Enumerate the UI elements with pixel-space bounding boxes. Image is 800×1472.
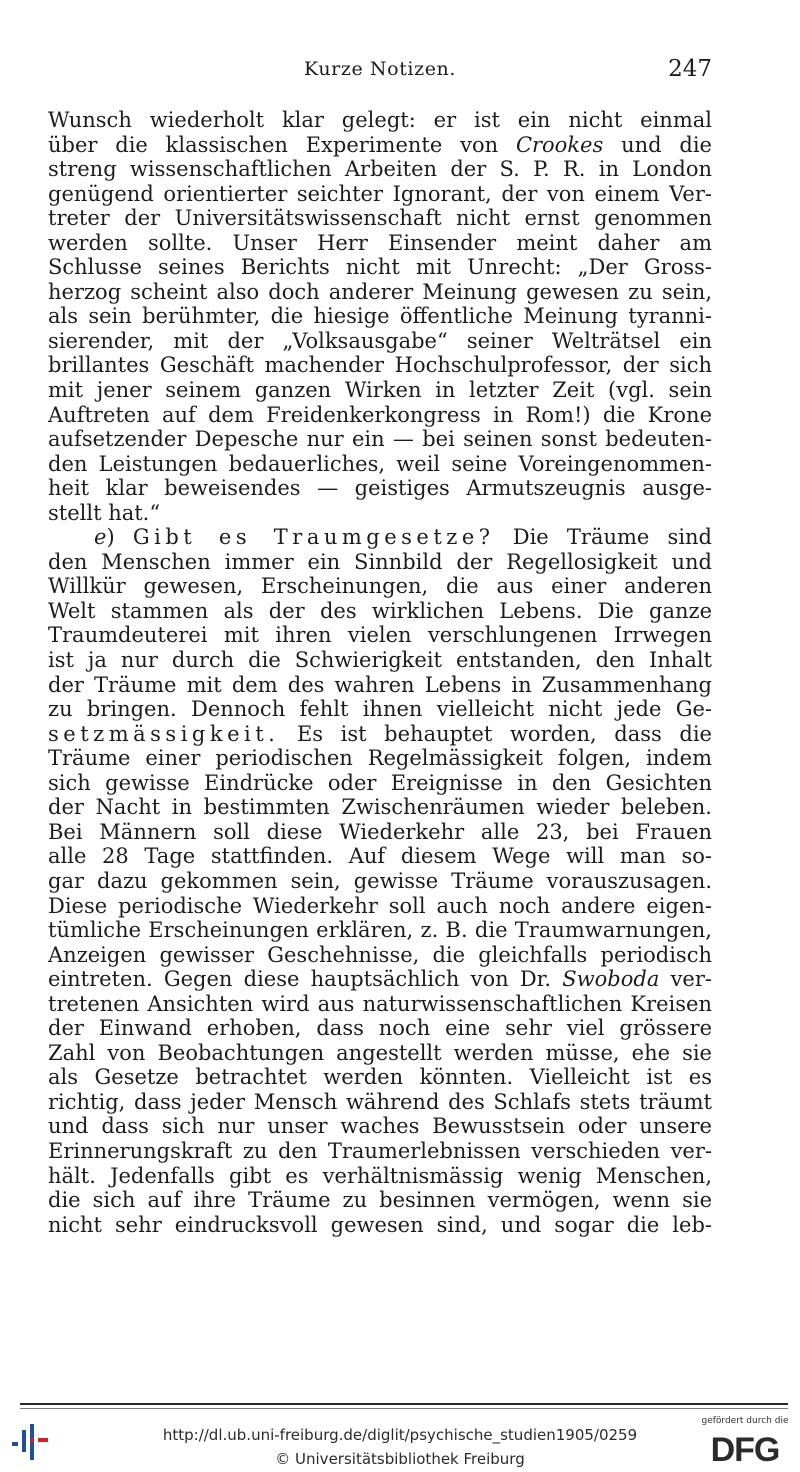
text-line: Auftreten auf dem Freidenkerkongress in Rom!) die Krone	[48, 402, 712, 427]
text-line: Willkür gewesen, Erscheinungen, die aus einer anderen	[48, 574, 712, 599]
footer-divider	[20, 1403, 788, 1405]
text-line: als Gesetze betrachtet werden könnten. Vielleicht ist es	[48, 1065, 712, 1090]
text-line: streng wissenschaftlichen Arbeiten der S. P. R. in London	[48, 157, 712, 182]
running-head: Kurze Notizen.	[303, 58, 457, 80]
text-line: setzmässigkeit. Es ist behauptet worden, dass die	[48, 721, 712, 746]
text-line: Anzeigen gewisser Geschehnisse, die gleichfalls periodisch	[48, 942, 712, 967]
text-line: der Einwand erhoben, dass noch eine sehr viel grössere	[48, 1016, 712, 1041]
text-line: die sich auf ihre Träume zu besinnen vermögen, wenn sie	[48, 1188, 712, 1213]
spaced-emphasis: Gibt es Traumgesetze?	[132, 525, 495, 550]
text-line: heit klar beweisendes — geistiges Armutszeugnis ausge-	[48, 476, 712, 501]
text-line: den Menschen immer ein Sinnbild der Regellosigkeit und	[48, 549, 712, 574]
text-line: der Träume mit dem des wahren Lebens in Zusammenhang	[48, 672, 712, 697]
page-number: 247	[668, 56, 712, 82]
text-line: treter der Universitätswissenschaft nicht ernst genommen	[48, 206, 712, 231]
text-line: Wunsch wiederholt klar gelegt: er ist ein nicht einmal	[48, 108, 712, 132]
footer-divider-thin	[20, 1408, 788, 1409]
italic-name: Swoboda	[562, 967, 660, 992]
text-line: sich gewisse Eindrücke oder Ereignisse in den Gesichten	[48, 770, 712, 795]
source-url-link[interactable]: http://dl.ub.uni-freiburg.de/diglit/psychische_studien1905/0259	[162, 1426, 638, 1444]
copyright-text: © Universitätsbibliothek Freiburg	[275, 1450, 525, 1468]
text-line: zu bringen. Dennoch fehlt ihnen vielleicht nicht jede Ge-	[48, 697, 712, 722]
text-line: als sein berühmter, die hiesige öffentliche Meinung tyranni-	[48, 304, 712, 329]
text-line: hält. Jedenfalls gibt es verhältnismässig wenig Menschen,	[48, 1163, 712, 1188]
text-line: richtig, dass jeder Mensch während des Schlafs stets träumt	[48, 1089, 712, 1114]
italic-name: Crookes	[515, 132, 604, 157]
text-line: ist ja nur durch die Schwierigkeit entstanden, den Inhalt	[48, 648, 712, 673]
text-line: eintreten. Gegen diese hauptsächlich von Dr. Swoboda ver-	[48, 967, 712, 992]
body-text	[48, 108, 712, 1237]
text-line: Erinnerungskraft zu den Traumerlebnissen verschieden ver-	[48, 1138, 712, 1163]
text-line: werden sollte. Unser Herr Einsender meint daher am	[48, 230, 712, 255]
text-line: nicht sehr eindrucksvoll gewesen sind, und sogar die leb-	[48, 1212, 712, 1237]
footer-bar	[0, 1412, 800, 1472]
text-line: aufsetzender Depesche nur ein — bei seinen sonst bedeuten-	[48, 427, 712, 452]
text-line: Welt stammen als der des wirklichen Lebens. Die ganze	[48, 598, 712, 623]
text-line: den Leistungen bedauerliches, weil seine Voreingenommen-	[48, 451, 712, 476]
text-line: und dass sich nur unser waches Bewusstsein oder unsere	[48, 1114, 712, 1139]
text-line: mit jener seinem ganzen Wirken in letzter Zeit (vgl. sein	[48, 378, 712, 403]
text-line: über die klassischen Experimente von Crookes und die	[48, 132, 712, 157]
text-line: gar dazu gekommen sein, gewisse Träume vorauszusagen.	[48, 868, 712, 893]
text-line: Diese periodische Wiederkehr soll auch noch andere eigen-	[48, 893, 712, 918]
text-line: Traumdeuterei mit ihren vielen verschlungenen Irrwegen	[48, 623, 712, 648]
text-line: herzog scheint also doch anderer Meinung gewesen zu sein,	[48, 279, 712, 304]
text-line: stellt hat.“	[48, 500, 161, 525]
text-line: Bei Männern soll diese Wiederkehr alle 23, bei Frauen	[48, 819, 712, 844]
spaced-emphasis: setzmässigkeit.	[48, 721, 280, 746]
section-heading-line: e) Gibt es Traumgesetze? Die Träume sind	[94, 525, 712, 550]
text-line: tümliche Erscheinungen erklären, z. B. die Traumwarnungen,	[48, 918, 712, 943]
text-line: Zahl von Beobachtungen angestellt werden müsse, ehe sie	[48, 1040, 712, 1065]
text-line: brillantes Geschäft machender Hochschulprofessor, der sich	[48, 353, 712, 378]
text-line: Schlusse seines Berichts nicht mit Unrecht: „Der Gross-	[48, 255, 712, 280]
page-header	[48, 58, 712, 90]
text-line: alle 28 Tage stattfinden. Auf diesem Wege will man so-	[48, 844, 712, 869]
text-line: genügend orientierter seichter Ignorant, der von einem Ver-	[48, 181, 712, 206]
dfg-funding-note: gefördert durch die	[701, 1416, 789, 1426]
dfg-logo-text: DFG	[710, 1431, 780, 1468]
text-line: Träume einer periodischen Regelmässigkeit folgen, indem	[48, 746, 712, 771]
text-line: sierender, mit der „Volksausgabe“ seiner Welträtsel ein	[48, 328, 712, 353]
text-line: der Nacht in bestimmten Zwischenräumen wieder beleben.	[48, 795, 712, 820]
text-line: tretenen Ansichten wird aus naturwissenschaftlichen Kreisen	[48, 991, 712, 1016]
dfg-logo	[700, 1428, 790, 1468]
item-letter: e	[94, 525, 107, 550]
